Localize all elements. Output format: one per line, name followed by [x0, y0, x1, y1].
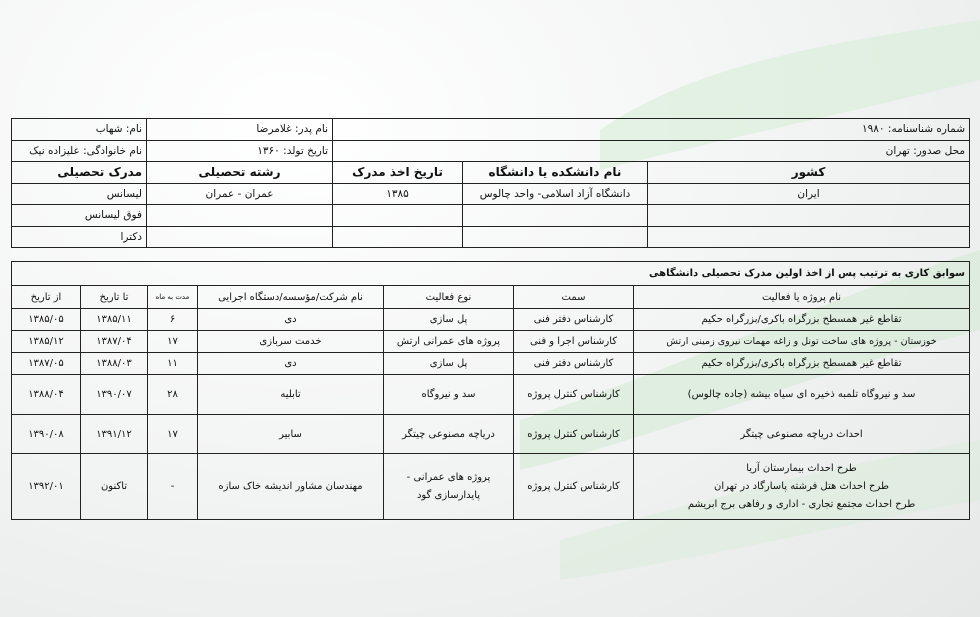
work-header-row	[12, 286, 970, 309]
company-cell: تابلیه	[198, 375, 384, 415]
activity-cell: پروژه های عمرانی - پایدارسازی گود	[384, 454, 514, 520]
months-cell: ۲۸	[148, 375, 198, 415]
project-cell: تقاطع غیر همسطح بزرگراه باکری/بزرگراه حکیم	[634, 309, 970, 331]
to-cell: ۱۳۸۷/۰۴	[81, 331, 148, 353]
position-cell: کارشناس کنترل پروژه	[514, 415, 634, 454]
family-name-cell: نام خانوادگی: علیزاده نیک	[12, 140, 147, 162]
from-cell: ۱۳۸۷/۰۵	[12, 353, 81, 375]
position-header: سمت	[514, 286, 634, 309]
work-section-title: سوابق کاری به ترتیب پس از اخذ اولین مدرک تحصیلی دانشگاهی	[12, 262, 970, 286]
from-cell: ۱۳۸۵/۰۵	[12, 309, 81, 331]
from-cell: ۱۳۹۰/۰۸	[12, 415, 81, 454]
project-header: نام پروژه یا فعالیت	[634, 286, 970, 309]
months-cell: -	[148, 454, 198, 520]
father-name-cell: نام پدر: غلامرضا	[147, 119, 333, 141]
id-number-cell	[333, 119, 970, 141]
date-cell: ۱۳۸۵	[333, 183, 463, 205]
activity-cell: پل سازی	[384, 309, 514, 331]
position-cell: کارشناس دفتر فنی	[514, 353, 634, 375]
from-cell: ۱۳۹۲/۰۱	[12, 454, 81, 520]
degree-cell: لیسانس	[12, 183, 147, 205]
birth-date-cell: تاریخ تولد: ۱۳۶۰	[147, 140, 333, 162]
education-row	[12, 183, 970, 205]
months-cell: ۱۷	[148, 415, 198, 454]
work-row	[12, 415, 970, 454]
project-cell: خوزستان - پروژه های ساخت تونل و زاغه مهمات نیروی زمینی ارتش	[634, 331, 970, 353]
university-header: نام دانشکده یا دانشگاه	[463, 162, 648, 184]
field-header: رشته تحصیلی	[147, 162, 333, 184]
months-cell: ۱۱	[148, 353, 198, 375]
country-cell: ایران	[648, 183, 970, 205]
university-cell	[463, 205, 648, 227]
months-cell: ۶	[148, 309, 198, 331]
project-cell: احداث دریاچه مصنوعی چیتگر	[634, 415, 970, 454]
name-cell: نام: شهاب	[12, 119, 147, 141]
personal-education-table	[11, 118, 970, 248]
country-header: کشور	[648, 162, 970, 184]
company-cell: دی	[198, 353, 384, 375]
work-row	[12, 353, 970, 375]
issue-place-text: محل صدور: تهران	[885, 144, 965, 157]
to-cell: ۱۳۸۵/۱۱	[81, 309, 148, 331]
personal-row-2	[12, 140, 970, 162]
personal-row-1	[12, 119, 970, 141]
project-cell: سد و نیروگاه تلمبه ذخیره ای سیاه بیشه (جاده چالوس)	[634, 375, 970, 415]
position-cell: کارشناس دفتر فنی	[514, 309, 634, 331]
project-cell: طرح احداث بیمارستان آریا طرح احداث هتل فرشته پاسارگاد در تهران طرح احداث مجتمع تجاری - اداری و رفاهی برج ابریشم	[634, 454, 970, 520]
field-cell	[147, 205, 333, 227]
months-header: مدت به ماه	[148, 286, 198, 309]
to-cell: ۱۳۸۸/۰۳	[81, 353, 148, 375]
degree-cell: فوق لیسانس	[12, 205, 147, 227]
education-header-row	[12, 162, 970, 184]
degree-cell: دکترا	[12, 226, 147, 248]
activity-header: نوع فعالیت	[384, 286, 514, 309]
position-cell: کارشناس اجرا و فنی	[514, 331, 634, 353]
education-row	[12, 205, 970, 227]
university-cell	[463, 226, 648, 248]
activity-cell: پل سازی	[384, 353, 514, 375]
to-cell: ۱۳۹۱/۱۲	[81, 415, 148, 454]
date-cell	[333, 226, 463, 248]
date-cell	[333, 205, 463, 227]
activity-cell: پروژه های عمرانی ارتش	[384, 331, 514, 353]
work-section-title-row	[12, 262, 970, 286]
to-cell: تاکنون	[81, 454, 148, 520]
work-row	[12, 309, 970, 331]
date-header: تاریخ اخذ مدرک	[333, 162, 463, 184]
issue-place-cell	[333, 140, 970, 162]
work-row	[12, 454, 970, 520]
education-row	[12, 226, 970, 248]
company-cell: دی	[198, 309, 384, 331]
from-cell: ۱۳۸۵/۱۲	[12, 331, 81, 353]
position-cell: کارشناس کنترل پروژه	[514, 454, 634, 520]
field-cell	[147, 226, 333, 248]
country-cell	[648, 226, 970, 248]
company-cell: مهندسان مشاور اندیشه خاک سازه	[198, 454, 384, 520]
company-header: نام شرکت/مؤسسه/دستگاه اجرایی	[198, 286, 384, 309]
project-cell: تقاطع غیر همسطح بزرگراه باکری/بزرگراه حکیم	[634, 353, 970, 375]
activity-cell: دریاچه مصنوعی چیتگر	[384, 415, 514, 454]
work-history-table	[11, 261, 970, 520]
work-row	[12, 331, 970, 353]
university-cell: دانشگاه آزاد اسلامی- واحد چالوس	[463, 183, 648, 205]
id-number-text: شماره شناسنامه: ۱۹۸۰	[862, 123, 965, 136]
to-header: تا تاریخ	[81, 286, 148, 309]
degree-header: مدرک تحصیلی	[12, 162, 147, 184]
field-cell: عمران - عمران	[147, 183, 333, 205]
company-cell: خدمت سربازی	[198, 331, 384, 353]
months-cell: ۱۷	[148, 331, 198, 353]
position-cell: کارشناس کنترل پروژه	[514, 375, 634, 415]
work-row	[12, 375, 970, 415]
country-cell	[648, 205, 970, 227]
company-cell: سابیر	[198, 415, 384, 454]
activity-cell: سد و نیروگاه	[384, 375, 514, 415]
to-cell: ۱۳۹۰/۰۷	[81, 375, 148, 415]
from-header: از تاریخ	[12, 286, 81, 309]
from-cell: ۱۳۸۸/۰۴	[12, 375, 81, 415]
